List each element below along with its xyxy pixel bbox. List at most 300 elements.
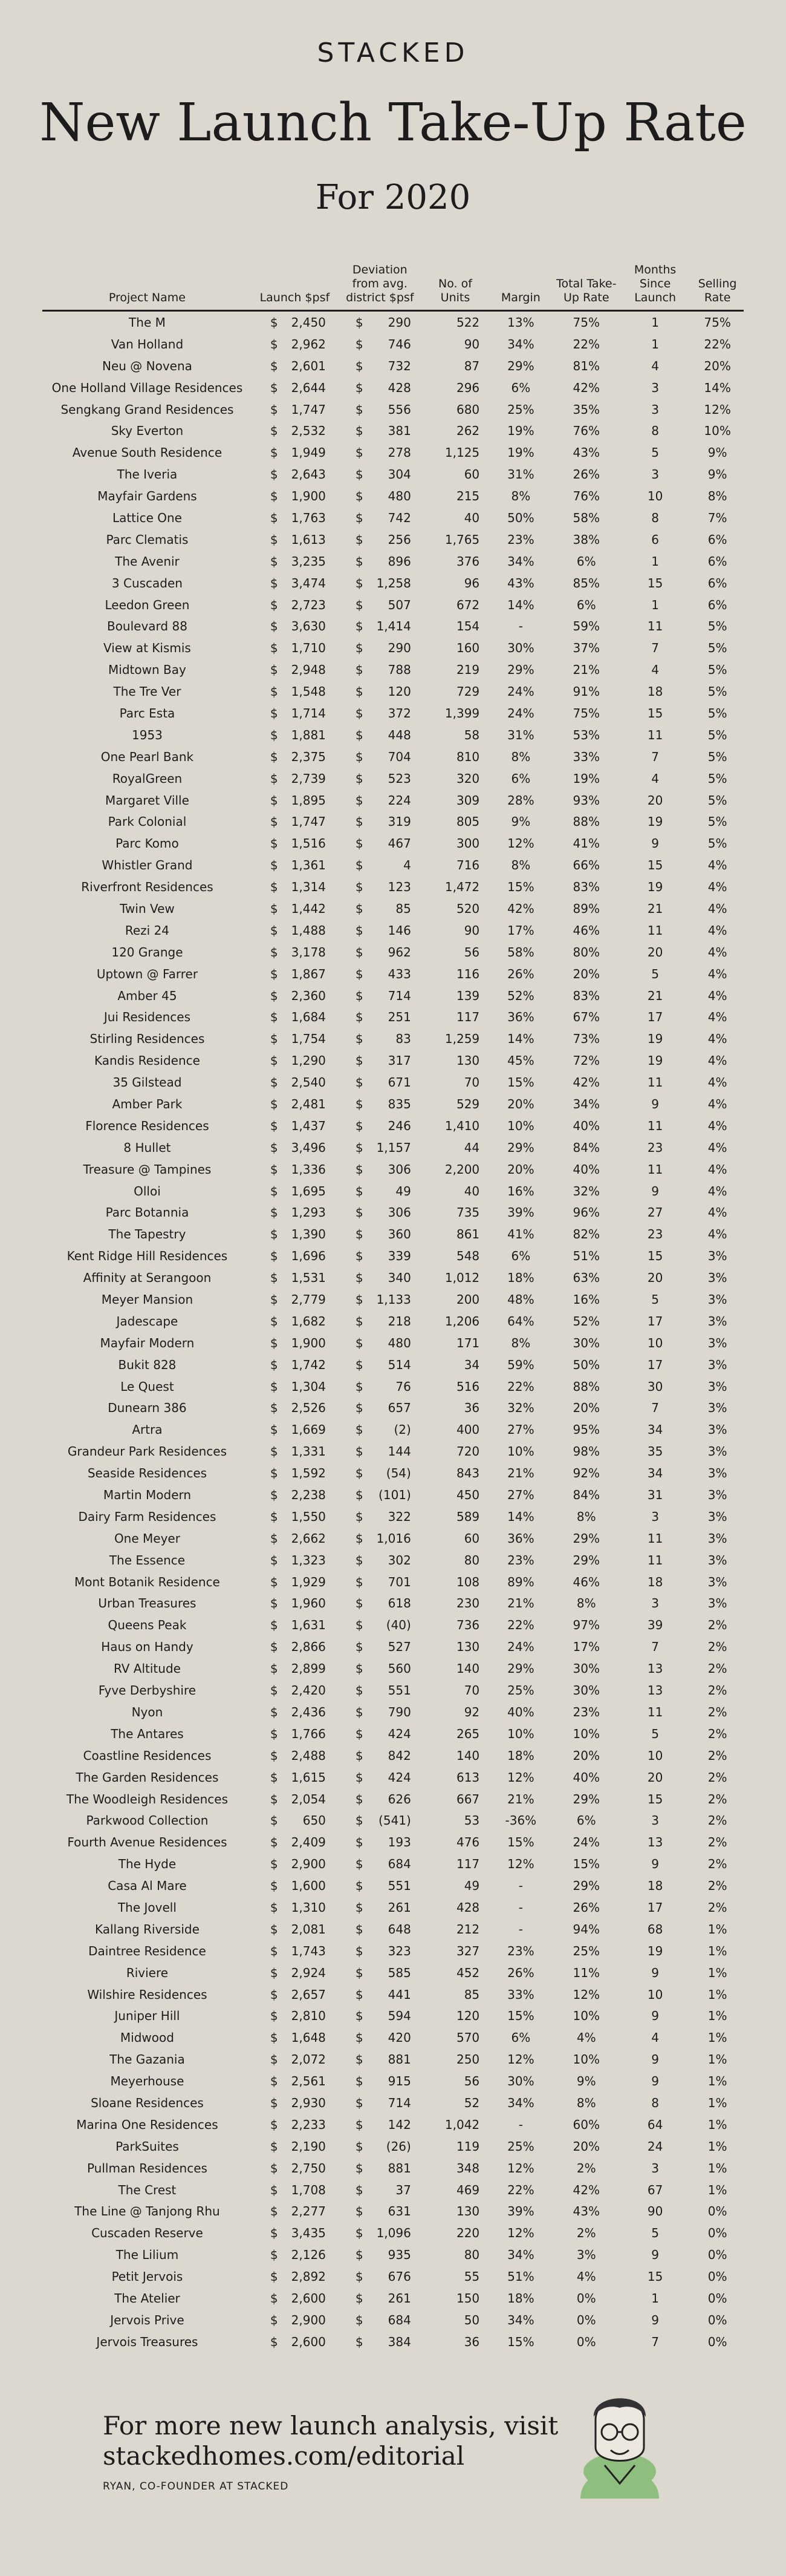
deviation-psf — [337, 2092, 423, 2114]
currency-symbol: $ — [270, 1770, 278, 1785]
currency-symbol: $ — [270, 336, 278, 351]
table-row — [42, 1679, 744, 1701]
launch-psf — [252, 1593, 337, 1615]
value: 1,743 — [291, 1943, 326, 1958]
launch-psf — [252, 2157, 337, 2179]
takeup-rate: 42% — [573, 1075, 600, 1090]
deviation-psf — [337, 898, 423, 920]
table-row — [42, 2287, 744, 2309]
unit-count: 140 — [456, 1661, 480, 1676]
takeup-rate: 83% — [573, 988, 600, 1003]
project-name: Jadescape — [116, 1313, 178, 1329]
table-row — [42, 2179, 744, 2201]
currency-symbol: $ — [355, 901, 363, 916]
takeup-rate: 43% — [573, 2204, 600, 2219]
months-since-launch: 11 — [647, 1552, 663, 1568]
deviation-psf — [337, 2136, 423, 2157]
selling-rate: 5% — [707, 814, 727, 829]
margin: 23% — [507, 1943, 534, 1958]
unit-count: 2,200 — [444, 1162, 480, 1177]
value: 514 — [388, 1357, 411, 1372]
launch-psf — [252, 355, 337, 377]
table-row — [42, 399, 744, 420]
project-name: The Avenir — [115, 554, 180, 569]
table-row — [42, 637, 744, 659]
value: 2,948 — [291, 662, 326, 678]
takeup-rate: 11% — [573, 1965, 600, 1980]
takeup-rate: 67% — [573, 1010, 600, 1025]
margin: 34% — [507, 2312, 534, 2327]
months-since-launch: 11 — [647, 1531, 663, 1546]
value: 1,437 — [291, 1118, 326, 1133]
currency-symbol: $ — [270, 2312, 278, 2327]
value: 467 — [388, 836, 411, 851]
table-row — [42, 485, 744, 507]
project-name: Urban Treasures — [98, 1596, 197, 1611]
deviation-psf — [337, 963, 423, 985]
takeup-rate: 91% — [573, 684, 600, 699]
currency-symbol: $ — [270, 2334, 278, 2349]
currency-symbol: $ — [270, 2290, 278, 2306]
currency-symbol: $ — [270, 1748, 278, 1763]
selling-rate: 4% — [707, 944, 727, 959]
project-name: Casa Al Mare — [108, 1878, 187, 1894]
margin: 20% — [507, 1097, 534, 1111]
footer-link[interactable]: stackedhomes.com/editorial — [103, 2441, 465, 2471]
table-row — [42, 1831, 744, 1853]
deviation-psf — [337, 876, 423, 898]
deviation-psf — [337, 746, 423, 768]
currency-symbol: $ — [355, 554, 363, 569]
project-name: The Gazania — [109, 2052, 185, 2067]
col-takeup-rate: Total Take-Up Rate — [554, 247, 619, 311]
table-row — [42, 1332, 744, 1354]
deviation-psf — [337, 1007, 423, 1028]
portrait-icon — [562, 2381, 677, 2502]
months-since-launch: 20 — [647, 1270, 663, 1286]
unit-count: 87 — [464, 358, 480, 373]
deviation-psf — [337, 2114, 423, 2136]
currency-symbol: $ — [355, 1270, 363, 1286]
value: 1,900 — [291, 1335, 326, 1350]
margin: 31% — [507, 727, 534, 742]
unit-count: 117 — [456, 1857, 480, 1872]
project-name: Petit Jervois — [111, 2269, 183, 2284]
selling-rate: 2% — [707, 1661, 727, 1676]
margin: 42% — [507, 901, 534, 916]
months-since-launch: 1 — [651, 315, 659, 330]
takeup-rate: 80% — [573, 944, 600, 959]
value: 881 — [388, 2160, 411, 2176]
project-name: Dunearn 386 — [108, 1401, 187, 1416]
months-since-launch: 9 — [651, 1097, 659, 1111]
launch-psf — [252, 1809, 337, 1831]
deviation-psf — [337, 2200, 423, 2222]
launch-psf — [252, 2309, 337, 2331]
deviation-psf — [337, 1506, 423, 1528]
months-since-launch: 11 — [647, 727, 663, 742]
value: 2,409 — [291, 1835, 326, 1850]
months-since-launch: 68 — [647, 1921, 663, 1937]
value: 2,644 — [291, 380, 326, 395]
currency-symbol: $ — [355, 1097, 363, 1111]
selling-rate: 4% — [707, 901, 727, 916]
value: 1,304 — [291, 1379, 326, 1394]
table-row — [42, 1419, 744, 1440]
selling-rate: 4% — [707, 1053, 727, 1068]
currency-symbol: $ — [270, 1704, 278, 1719]
currency-symbol: $ — [270, 597, 278, 612]
months-since-launch: 9 — [651, 836, 659, 851]
months-since-launch: 34 — [647, 1422, 663, 1437]
value: 123 — [388, 880, 411, 895]
unit-count: 60 — [464, 1531, 480, 1546]
takeup-rate: 96% — [573, 1205, 600, 1220]
table-row — [42, 746, 744, 768]
unit-count: 667 — [456, 1791, 480, 1806]
takeup-rate: 53% — [573, 727, 600, 742]
months-since-launch: 15 — [647, 858, 663, 873]
value: 551 — [388, 1683, 411, 1698]
value: 2,930 — [291, 2095, 326, 2110]
months-since-launch: 24 — [647, 2139, 663, 2154]
margin: 30% — [507, 641, 534, 656]
launch-psf — [252, 1897, 337, 1918]
launch-psf — [252, 2114, 337, 2136]
margin: 14% — [507, 597, 534, 612]
currency-symbol: $ — [355, 358, 363, 373]
launch-psf — [252, 1462, 337, 1484]
months-since-launch: 3 — [651, 467, 659, 482]
months-since-launch: 34 — [647, 1466, 663, 1481]
launch-psf — [252, 572, 337, 594]
margin: 36% — [507, 1010, 534, 1025]
deviation-psf — [337, 1658, 423, 1679]
months-since-launch: 8 — [651, 423, 659, 439]
margin: 8% — [511, 749, 531, 764]
months-since-launch: 4 — [651, 2030, 659, 2045]
footer-line-1: For more new launch analysis, visit — [103, 2411, 559, 2440]
project-name: The Jovell — [117, 1900, 177, 1915]
takeup-rate: 10% — [573, 1726, 600, 1741]
selling-rate: 1% — [707, 2074, 727, 2089]
months-since-launch: 3 — [651, 1509, 659, 1524]
currency-symbol: $ — [270, 1335, 278, 1350]
value: 424 — [388, 1726, 411, 1741]
value: 306 — [388, 1205, 411, 1220]
value: 896 — [388, 554, 411, 569]
currency-symbol: $ — [270, 358, 278, 373]
margin: 32% — [507, 1401, 534, 1416]
margin: - — [518, 1900, 523, 1915]
deviation-psf — [337, 1028, 423, 1050]
takeup-rate: 40% — [573, 1162, 600, 1177]
currency-symbol: $ — [270, 966, 278, 981]
months-since-launch: 18 — [647, 1878, 663, 1894]
project-name: Parc Botannia — [105, 1205, 189, 1220]
months-since-launch: 13 — [647, 1683, 663, 1698]
selling-rate: 12% — [704, 402, 731, 417]
deviation-psf — [337, 941, 423, 963]
currency-symbol: $ — [270, 944, 278, 959]
unit-count: 70 — [464, 1075, 480, 1090]
currency-symbol: $ — [270, 988, 278, 1003]
margin: 22% — [507, 1379, 534, 1394]
currency-symbol: $ — [355, 380, 363, 395]
selling-rate: 5% — [707, 771, 727, 786]
deviation-psf — [337, 1593, 423, 1615]
value: 3,235 — [291, 554, 326, 569]
project-name: Riviere — [126, 1965, 169, 1980]
margin: 21% — [507, 1791, 534, 1806]
months-since-launch: 18 — [647, 684, 663, 699]
value: 261 — [388, 1900, 411, 1915]
value: 714 — [388, 2095, 411, 2110]
months-since-launch: 20 — [647, 793, 663, 808]
months-since-launch: 9 — [651, 1183, 659, 1198]
currency-symbol: $ — [270, 554, 278, 569]
table-row — [42, 1940, 744, 1962]
margin: 29% — [507, 358, 534, 373]
value: 339 — [388, 1249, 411, 1264]
deviation-psf — [337, 572, 423, 594]
margin: 29% — [507, 662, 534, 678]
table-row — [42, 1918, 744, 1940]
launch-psf — [252, 1679, 337, 1701]
value: 1,361 — [291, 858, 326, 873]
table-row — [42, 1093, 744, 1115]
unit-count: 40 — [464, 510, 480, 525]
project-name: 35 Gilstead — [112, 1075, 182, 1090]
launch-psf — [252, 854, 337, 876]
launch-psf — [252, 2287, 337, 2309]
value: 2,190 — [291, 2139, 326, 2154]
launch-psf — [252, 2048, 337, 2070]
deviation-psf — [337, 420, 423, 442]
deviation-psf — [337, 1289, 423, 1310]
currency-symbol: $ — [270, 1270, 278, 1286]
launch-psf — [252, 420, 337, 442]
value: 842 — [388, 1748, 411, 1763]
value: 120 — [388, 684, 411, 699]
launch-psf — [252, 1614, 337, 1636]
takeup-rate: 24% — [573, 1835, 600, 1850]
launch-psf — [252, 2179, 337, 2201]
project-name: The Atelier — [114, 2290, 180, 2306]
months-since-launch: 23 — [647, 1227, 663, 1242]
takeup-rate: 75% — [573, 705, 600, 721]
currency-symbol: $ — [270, 1509, 278, 1524]
value: 146 — [388, 923, 411, 938]
currency-symbol: $ — [355, 814, 363, 829]
table-row — [42, 702, 744, 724]
margin: 40% — [507, 1704, 534, 1719]
takeup-rate: 32% — [573, 1183, 600, 1198]
value: 1,592 — [291, 1466, 326, 1481]
selling-rate: 4% — [707, 988, 727, 1003]
value: 76 — [395, 1379, 411, 1394]
value: 1,516 — [291, 836, 326, 851]
takeup-rate: 6% — [576, 1813, 596, 1828]
currency-symbol: $ — [355, 1162, 363, 1177]
unit-count: 120 — [456, 2009, 480, 2024]
currency-symbol: $ — [355, 1075, 363, 1090]
project-name: Mayfair Modern — [100, 1335, 195, 1350]
selling-rate: 4% — [707, 923, 727, 938]
unit-count: 116 — [456, 966, 480, 981]
currency-symbol: $ — [355, 641, 363, 656]
margin: - — [518, 2117, 523, 2132]
unit-count: 548 — [456, 1249, 480, 1264]
deviation-psf — [337, 1614, 423, 1636]
months-since-launch: 30 — [647, 1379, 663, 1394]
unit-count: 58 — [464, 727, 480, 742]
currency-symbol: $ — [355, 2334, 363, 2349]
table-row — [42, 2136, 744, 2157]
currency-symbol: $ — [355, 1596, 363, 1611]
takeup-rate: 4% — [576, 2030, 596, 2045]
value: 1,531 — [291, 1270, 326, 1286]
months-since-launch: 10 — [647, 489, 663, 504]
currency-symbol: $ — [355, 315, 363, 330]
value: 560 — [388, 1661, 411, 1676]
value: 480 — [388, 489, 411, 504]
takeup-rate: 3% — [576, 2247, 596, 2263]
currency-symbol: $ — [355, 1639, 363, 1655]
takeup-rate: 98% — [573, 1444, 600, 1459]
value: 420 — [388, 2030, 411, 2045]
table-row — [42, 1180, 744, 1202]
value: 2,601 — [291, 358, 326, 373]
table-row — [42, 2070, 744, 2092]
currency-symbol: $ — [355, 1835, 363, 1850]
margin: 12% — [507, 2226, 534, 2241]
project-name: ParkSuites — [115, 2139, 179, 2154]
value: 448 — [388, 727, 411, 742]
value: 671 — [388, 1075, 411, 1090]
unit-count: 90 — [464, 923, 480, 938]
deviation-psf — [337, 1767, 423, 1788]
deviation-psf — [337, 1484, 423, 1506]
margin: 25% — [507, 2139, 534, 2154]
currency-symbol: $ — [355, 1574, 363, 1589]
currency-symbol: $ — [270, 1987, 278, 2002]
currency-symbol: $ — [355, 1183, 363, 1198]
months-since-launch: 20 — [647, 944, 663, 959]
unit-count: 230 — [456, 1596, 480, 1611]
takeup-table — [42, 247, 744, 2353]
currency-symbol: $ — [270, 1921, 278, 1937]
selling-rate: 8% — [707, 489, 727, 504]
currency-symbol: $ — [270, 1661, 278, 1676]
selling-rate: 6% — [707, 554, 727, 569]
currency-symbol: $ — [355, 489, 363, 504]
page-subtitle: For 2020 — [315, 178, 471, 217]
project-name: Affinity at Serangoon — [83, 1270, 212, 1286]
currency-symbol: $ — [355, 1292, 363, 1307]
value: 251 — [388, 1010, 411, 1025]
currency-symbol: $ — [270, 2052, 278, 2067]
project-name: Grandeur Park Residences — [67, 1444, 227, 1459]
currency-symbol: $ — [270, 705, 278, 721]
launch-psf — [252, 2222, 337, 2244]
margin: 17% — [507, 923, 534, 938]
unit-count: 56 — [464, 2074, 480, 2089]
col-months-since-launch: Months Since Launch — [619, 247, 691, 311]
margin: 19% — [507, 423, 534, 439]
unit-count: 108 — [456, 1574, 480, 1589]
project-name: Jervois Prive — [110, 2312, 184, 2327]
unit-count: 843 — [456, 1466, 480, 1481]
currency-symbol: $ — [270, 1813, 278, 1828]
unit-count: 861 — [456, 1227, 480, 1242]
months-since-launch: 10 — [647, 1748, 663, 1763]
margin: 8% — [511, 1335, 531, 1350]
launch-psf — [252, 1332, 337, 1354]
takeup-rate: 20% — [573, 1748, 600, 1763]
table-row — [42, 659, 744, 681]
launch-psf — [252, 1940, 337, 1962]
launch-psf — [252, 442, 337, 463]
currency-symbol: $ — [270, 1031, 278, 1047]
table-row — [42, 2309, 744, 2331]
unit-count: 262 — [456, 423, 480, 439]
launch-psf — [252, 1484, 337, 1506]
value: 657 — [388, 1401, 411, 1416]
unit-count: 171 — [456, 1335, 480, 1350]
selling-rate: 1% — [707, 2030, 727, 2045]
selling-rate: 5% — [707, 684, 727, 699]
deviation-psf — [337, 985, 423, 1007]
value: 1,310 — [291, 1900, 326, 1915]
footer-text — [103, 2411, 558, 2471]
currency-symbol: $ — [355, 705, 363, 721]
value: 433 — [388, 966, 411, 981]
margin: 34% — [507, 336, 534, 351]
launch-psf — [252, 1549, 337, 1571]
margin: 12% — [507, 836, 534, 851]
value: 1,331 — [291, 1444, 326, 1459]
currency-symbol: $ — [355, 597, 363, 612]
value: 1,323 — [291, 1552, 326, 1568]
project-name: 3 Cuscaden — [111, 575, 183, 590]
selling-rate: 2% — [707, 1748, 727, 1763]
takeup-rate: 20% — [573, 1401, 600, 1416]
takeup-rate: 46% — [573, 923, 600, 938]
selling-rate: 0% — [707, 2312, 727, 2327]
selling-rate: 6% — [707, 597, 727, 612]
unit-count: 70 — [464, 1683, 480, 1698]
value: (40) — [386, 1618, 411, 1633]
value: 1,258 — [376, 575, 411, 590]
table-row — [42, 2027, 744, 2048]
value: 507 — [388, 597, 411, 612]
deviation-psf — [337, 594, 423, 616]
months-since-launch: 3 — [651, 1813, 659, 1828]
value: 2,810 — [291, 2009, 326, 2024]
margin: 27% — [507, 1422, 534, 1437]
table-row — [42, 1310, 744, 1332]
unit-count: 44 — [464, 1140, 480, 1155]
launch-psf — [252, 2027, 337, 2048]
unit-count: 1,125 — [444, 445, 480, 460]
currency-symbol: $ — [355, 1357, 363, 1372]
value: 2,238 — [291, 1488, 326, 1503]
takeup-rate: 6% — [576, 597, 596, 612]
deviation-psf — [337, 311, 423, 333]
value: 1,157 — [376, 1140, 411, 1155]
unit-count: 150 — [456, 2290, 480, 2306]
